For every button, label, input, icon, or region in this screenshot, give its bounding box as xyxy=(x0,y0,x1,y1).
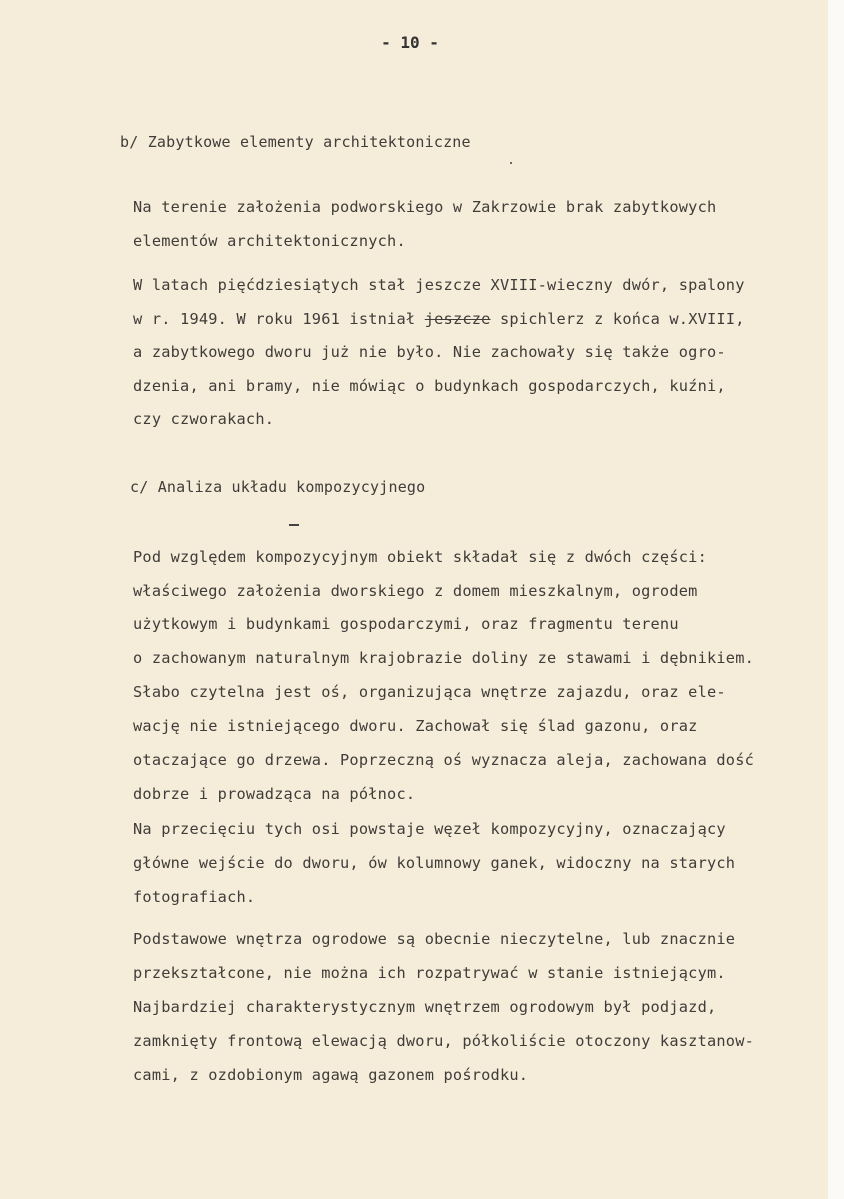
section-b-line-4-start: w r. 1949. W roku 1961 istniał xyxy=(133,310,416,328)
section-b-line-1: Na terenie założenia podworskiego w Zakrzowie brak zabytkowych xyxy=(133,198,717,216)
section-b-line-4 xyxy=(133,310,745,328)
section-b-line-3: W latach pięćdziesiątych stał jeszcze XVIII-wieczny dwór, spalony xyxy=(133,276,745,294)
section-b-line-4-rest: spichlerz z końca w.XVIII, xyxy=(500,310,745,328)
section-c-line-14: Najbardziej charakterystycznym wnętrzem ogrodowym był podjazd, xyxy=(133,998,717,1016)
section-c-line-13: przekształcone, nie można ich rozpatrywać w stanie istniejącym. xyxy=(133,964,726,982)
section-c-line-15: zamknięty frontową elewacją dworu, półkoliście otoczony kasztanow- xyxy=(133,1032,755,1050)
section-c-heading: c/ Analiza układu kompozycyjnego xyxy=(130,478,426,496)
section-b-line-7: czy czworakach. xyxy=(133,410,275,428)
section-c-line-12: Podstawowe wnętrza ogrodowe są obecnie nieczytelne, lub znacznie xyxy=(133,930,736,948)
pencil-mark xyxy=(289,524,299,526)
page-number: - 10 - xyxy=(381,33,439,52)
section-c-line-16: cami, z ozdobionym agawą gazonem pośrodku. xyxy=(133,1066,529,1084)
section-b-line-2: elementów architektonicznych. xyxy=(133,232,406,250)
section-b-line-6: dzenia, ani bramy, nie mówiąc o budynkach gospodarczych, kuźni, xyxy=(133,377,726,395)
section-b-line-5: a zabytkowego dworu już nie było. Nie zachowały się także ogro- xyxy=(133,343,726,361)
section-c-line-7: otaczające go drzewa. Poprzeczną oś wyznacza aleja, zachowana dość xyxy=(133,751,755,769)
paper-speck xyxy=(510,162,512,164)
section-c-line-5: Słabo czytelna jest oś, organizująca wnętrze zajazdu, oraz ele- xyxy=(133,683,726,701)
struck-word: jeszcze xyxy=(424,310,491,328)
section-b-heading: b/ Zabytkowe elementy architektoniczne xyxy=(120,133,471,151)
section-c-line-2: właściwego założenia dworskiego z domem mieszkalnym, ogrodem xyxy=(133,582,698,600)
section-c-line-6: wację nie istniejącego dworu. Zachował się ślad gazonu, oraz xyxy=(133,717,698,735)
section-c-line-10: główne wejście do dworu, ów kolumnowy ganek, widoczny na starych xyxy=(133,854,736,872)
section-c-line-9: Na przecięciu tych osi powstaje węzeł kompozycyjny, oznaczający xyxy=(133,820,726,838)
section-c-line-1: Pod względem kompozycyjnym obiekt składał się z dwóch części: xyxy=(133,548,707,566)
section-c-line-3: użytkowym i budynkami gospodarczymi, oraz fragmentu terenu xyxy=(133,615,679,633)
paper-edge xyxy=(828,0,844,1199)
section-c-line-11: fotografiach. xyxy=(133,888,256,906)
section-c-line-4: o zachowanym naturalnym krajobrazie doliny ze stawami i dębnikiem. xyxy=(133,649,755,667)
section-c-line-8: dobrze i prowadząca na północ. xyxy=(133,785,416,803)
